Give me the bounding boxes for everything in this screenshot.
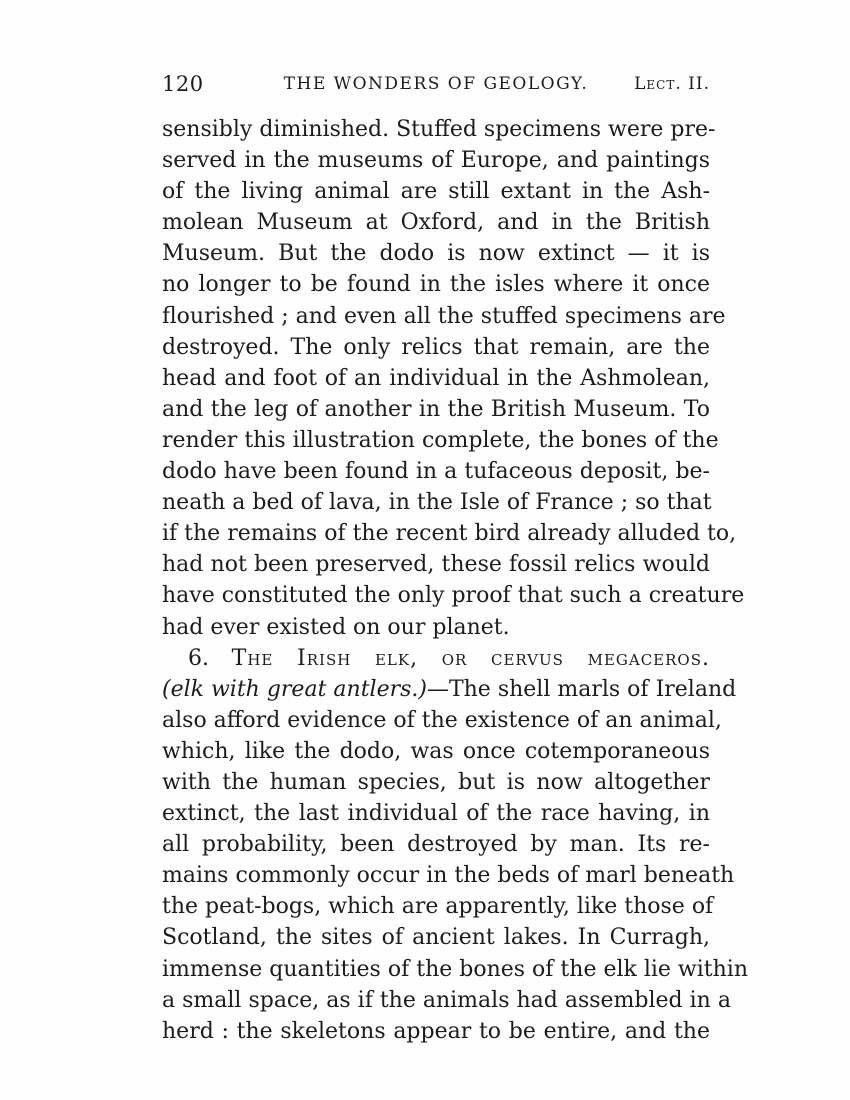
text-line: of the living animal are still extant in the Ash- bbox=[162, 179, 710, 205]
text-line: served in the museums of Europe, and paintings bbox=[162, 148, 710, 174]
text-line: dodo have been found in a tufaceous deposit, be- bbox=[162, 459, 710, 485]
text-line: head and foot of an individual in the Ashmolean, bbox=[162, 365, 710, 391]
text-line: Museum. But the dodo is now extinct — it is bbox=[162, 241, 710, 267]
text-line: mains commonly occur in the beds of marl beneath bbox=[162, 863, 735, 889]
text-line: had ever existed on our planet. bbox=[162, 614, 510, 640]
text-line: herd : the skeletons appear to be entire, and the bbox=[162, 1018, 710, 1044]
section-number: 6. bbox=[188, 645, 209, 671]
text-line: neath a bed of lava, in the Isle of France ; so that bbox=[162, 490, 712, 516]
text-fragment: —The shell marls of Ireland bbox=[426, 676, 737, 702]
text-line: molean Museum at Oxford, and in the British bbox=[162, 210, 710, 236]
text-line: render this illustration complete, the bones of the bbox=[162, 427, 719, 453]
lecture-number: Lect. II. bbox=[634, 74, 710, 94]
body-text bbox=[162, 114, 748, 1047]
text-line: and the leg of another in the British Museum. To bbox=[162, 396, 710, 422]
text-line: if the remains of the recent bird already alluded to, bbox=[162, 521, 737, 547]
text-line: all probability, been destroyed by man. Its re- bbox=[162, 832, 710, 858]
text-line: with the human species, but is now altogether bbox=[162, 769, 710, 795]
text-line: flourished ; and even all the stuffed specimens are bbox=[162, 303, 726, 329]
text-line: Scotland, the sites of ancient lakes. In Curragh, bbox=[162, 925, 710, 951]
page-number: 120 bbox=[162, 72, 204, 96]
section-heading-line bbox=[162, 643, 710, 674]
text-line: extinct, the last individual of the race having, in bbox=[162, 801, 710, 827]
section-heading: The Irish elk, or cervus megaceros. bbox=[231, 645, 710, 671]
section-gloss: (elk with great antlers.) bbox=[162, 676, 427, 702]
text-line: the peat-bogs, which are apparently, like those of bbox=[162, 894, 714, 920]
gloss-line bbox=[162, 674, 737, 705]
text-line: which, like the dodo, was once cotemporaneous bbox=[162, 738, 710, 764]
text-line: immense quantities of the bones of the elk lie within bbox=[162, 956, 748, 982]
text-line: have constituted the only proof that such a creature bbox=[162, 583, 745, 609]
running-title: THE WONDERS OF GEOLOGY. bbox=[283, 74, 589, 94]
text-line: also afford evidence of the existence of an animal, bbox=[162, 707, 722, 733]
text-line: destroyed. The only relics that remain, are the bbox=[162, 334, 710, 360]
text-line: sensibly diminished. Stuffed specimens were pre- bbox=[162, 117, 716, 142]
running-head bbox=[162, 68, 710, 100]
text-line: a small space, as if the animals had assembled in a bbox=[162, 987, 731, 1013]
text-line: no longer to be found in the isles where it once bbox=[162, 272, 710, 298]
text-line: had not been preserved, these fossil relics would bbox=[162, 552, 710, 578]
